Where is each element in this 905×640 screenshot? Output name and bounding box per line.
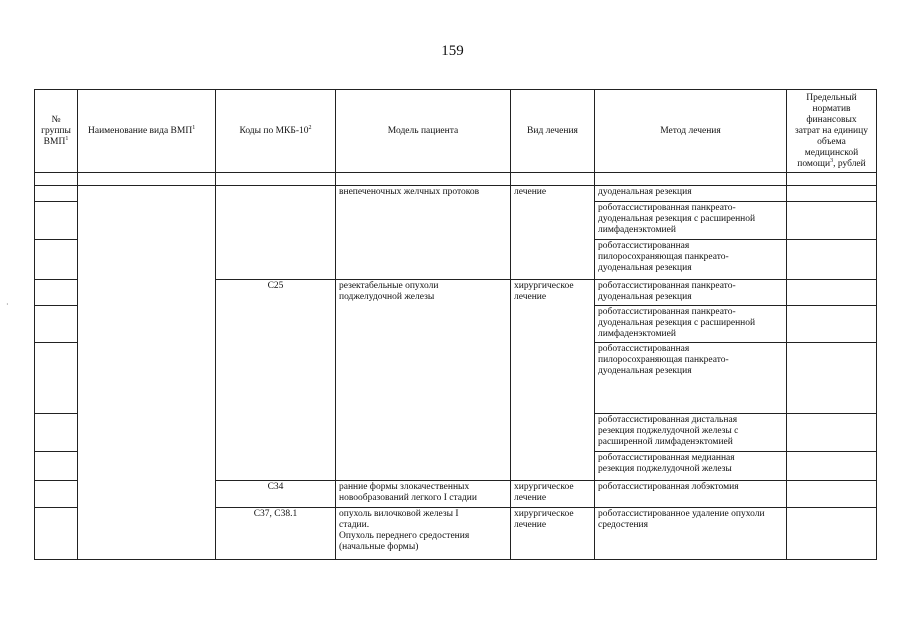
icd-code-cell: C25 xyxy=(216,280,336,481)
cost-norm-cell xyxy=(787,452,877,481)
header-vmp-name: Наименование вида ВМП$^1$ xyxy=(78,90,216,173)
treatment-method-cell: роботассистированная панкреато- дуоденальная резекция с расширенной лимфаденэктомией xyxy=(595,306,787,343)
group-no-cell xyxy=(35,343,78,414)
vmp-table xyxy=(34,89,877,560)
header-cost-norm: Предельный норматив финансовых затрат на единицу объема медицинской помощи$^3$, рублей xyxy=(787,90,877,173)
icd-code-cell: C37, C38.1 xyxy=(216,508,336,560)
table-row xyxy=(35,186,877,202)
treatment-method-cell: дуоденальная резекция xyxy=(595,186,787,202)
spacer-cell xyxy=(787,173,877,186)
cost-norm-cell xyxy=(787,240,877,280)
treatment-method-cell: роботассистированная лобэктомия xyxy=(595,481,787,508)
treatment-method-cell: роботассистированная панкреато- дуоденальная резекция xyxy=(595,280,787,306)
cost-norm-cell xyxy=(787,481,877,508)
group-no-cell xyxy=(35,186,78,202)
treatment-method-cell: роботассистированная дистальная резекция поджелудочной железы с расширенной лимфаденэктомией xyxy=(595,414,787,452)
group-no-cell xyxy=(35,240,78,280)
cost-norm-cell xyxy=(787,202,877,240)
spacer-cell xyxy=(511,173,595,186)
header-group-no: № группы ВМП$^1$ xyxy=(35,90,78,173)
spacer-cell xyxy=(35,173,78,186)
group-no-cell xyxy=(35,414,78,452)
cost-norm-cell xyxy=(787,186,877,202)
treatment-method-cell: роботассистированная пилоросохраняющая панкреато- дуоденальная резекция xyxy=(595,240,787,280)
patient-model-cell: опухоль вилочковой железы I стадии. Опухоль переднего средостения (начальные формы) xyxy=(336,508,511,560)
treatment-method-cell: роботассистированная пилоросохраняющая панкреато- дуоденальная резекция xyxy=(595,343,787,414)
patient-model-cell: ранние формы злокачественных новообразований легкого I стадии xyxy=(336,481,511,508)
treatment-method-cell: роботассистированная медианная резекция поджелудочной железы xyxy=(595,452,787,481)
spacer-cell xyxy=(595,173,787,186)
treatment-method-cell: роботассистированное удаление опухоли средостения xyxy=(595,508,787,560)
treatment-type-cell: хирургическое лечение xyxy=(511,481,595,508)
header-row xyxy=(35,90,877,173)
treatment-method-cell: роботассистированная панкреато- дуоденальная резекция с расширенной лимфаденэктомией xyxy=(595,202,787,240)
spacer-cell xyxy=(78,173,216,186)
cost-norm-cell xyxy=(787,508,877,560)
treatment-type-cell: хирургическое лечение xyxy=(511,508,595,560)
patient-model-cell: резектабельные опухоли поджелудочной железы xyxy=(336,280,511,481)
page-number: 159 xyxy=(441,43,464,59)
header-patient-model: Модель пациента xyxy=(336,90,511,173)
group-no-cell xyxy=(35,202,78,240)
stray-mark: · xyxy=(6,300,9,309)
spacer-cell xyxy=(216,173,336,186)
cost-norm-cell xyxy=(787,306,877,343)
icd-code-cell: C34 xyxy=(216,481,336,508)
group-no-cell xyxy=(35,306,78,343)
group-no-cell xyxy=(35,452,78,481)
cost-norm-cell xyxy=(787,343,877,414)
group-no-cell xyxy=(35,481,78,508)
group-no-cell xyxy=(35,508,78,560)
spacer-row xyxy=(35,173,877,186)
treatment-type-cell: лечение xyxy=(511,186,595,280)
header-icd-codes: Коды по МКБ-$10^2$ xyxy=(216,90,336,173)
vmp-name-cell xyxy=(78,186,216,560)
patient-model-cell: внепеченочных желчных протоков xyxy=(336,186,511,280)
group-no-cell xyxy=(35,280,78,306)
header-treatment-method: Метод лечения xyxy=(595,90,787,173)
icd-code-cell xyxy=(216,186,336,280)
spacer-cell xyxy=(336,173,511,186)
treatment-type-cell: хирургическое лечение xyxy=(511,280,595,481)
cost-norm-cell xyxy=(787,414,877,452)
cost-norm-cell xyxy=(787,280,877,306)
header-treatment-type: Вид лечения xyxy=(511,90,595,173)
